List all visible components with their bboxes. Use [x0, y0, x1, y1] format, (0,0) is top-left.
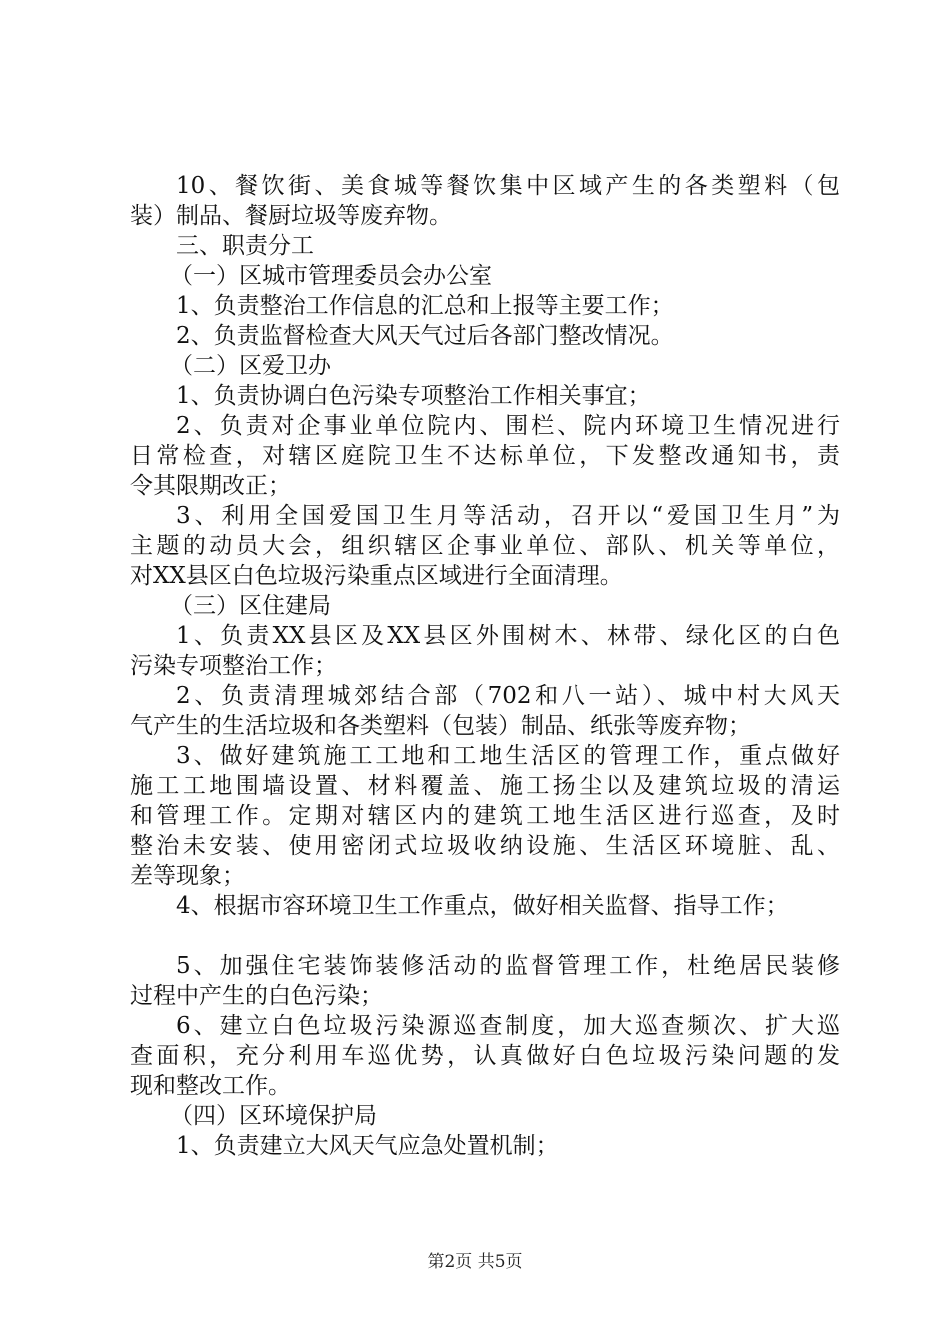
list-item: 1、负责XX县区及XX县区外围树木、林带、绿化区的白色 — [176, 623, 840, 649]
page-number-footer: 第2页 共5页 — [427, 1252, 523, 1272]
subsection-heading: （一）区城市管理委员会办公室 — [170, 263, 492, 289]
blank-line — [130, 921, 840, 951]
paragraph-line: 和管理工作。定期对辖区内的建筑工地生活区进行巡查，及时 — [130, 803, 840, 829]
list-item: 2、负责监督检查大风天气过后各部门整改情况。 — [176, 323, 674, 349]
paragraph-line: 令其限期改正； — [130, 473, 291, 499]
paragraph-line: 对XX县区白色垃圾污染重点区域进行全面清理。 — [130, 563, 623, 589]
paragraph-line: 气产生的生活垃圾和各类塑料（包装）制品、纸张等废弃物； — [130, 713, 751, 739]
list-item: 1、负责整治工作信息的汇总和上报等主要工作； — [176, 293, 674, 319]
paragraph-line: 过程中产生的白色污染； — [130, 983, 383, 1009]
list-item: 3、利用全国爱国卫生月等活动，召开以“爱国卫生月”为 — [176, 503, 840, 529]
paragraph-line: 主题的动员大会，组织辖区企事业单位、部队、机关等单位， — [130, 533, 840, 559]
paragraph-line: 装）制品、餐厨垃圾等废弃物。 — [130, 203, 452, 229]
paragraph-line: 10、餐饮街、美食城等餐饮集中区域产生的各类塑料（包 — [176, 173, 840, 199]
list-item: 2、负责清理城郊结合部（702和八一站）、城中村大风天 — [176, 683, 840, 709]
paragraph-line: 污染专项整治工作； — [130, 653, 337, 679]
paragraph-line: 日常检查，对辖区庭院卫生不达标单位，下发整改通知书，责 — [130, 443, 840, 469]
section-heading: 三、职责分工 — [176, 233, 314, 259]
list-item: 4、根据市容环境卫生工作重点，做好相关监督、指导工作； — [176, 893, 789, 919]
paragraph-line: 现和整改工作。 — [130, 1073, 291, 1099]
list-item: 2、负责对企事业单位院内、围栏、院内环境卫生情况进行 — [176, 413, 840, 439]
list-item: 1、负责建立大风天气应急处置机制； — [176, 1133, 559, 1159]
list-item: 5、加强住宅装饰装修活动的监督管理工作，杜绝居民装修 — [176, 953, 840, 979]
paragraph-line: 整治未安装、使用密闭式垃圾收纳设施、生活区环境脏、乱、 — [130, 833, 840, 859]
paragraph-line: 施工工地围墙设置、材料覆盖、施工扬尘以及建筑垃圾的清运 — [130, 773, 840, 799]
subsection-heading: （三）区住建局 — [170, 593, 331, 619]
paragraph-line: 查面积，充分利用车巡优势，认真做好白色垃圾污染问题的发 — [130, 1043, 840, 1069]
paragraph-line: 差等现象； — [130, 863, 245, 889]
subsection-heading: （二）区爱卫办 — [170, 353, 331, 379]
list-item: 1、负责协调白色污染专项整治工作相关事宜； — [176, 383, 651, 409]
subsection-heading: （四）区环境保护局 — [170, 1103, 377, 1129]
list-item: 3、做好建筑施工工地和工地生活区的管理工作，重点做好 — [176, 743, 840, 769]
list-item: 6、建立白色垃圾污染源巡查制度，加大巡查频次、扩大巡 — [176, 1013, 840, 1039]
document-body — [130, 171, 840, 1161]
